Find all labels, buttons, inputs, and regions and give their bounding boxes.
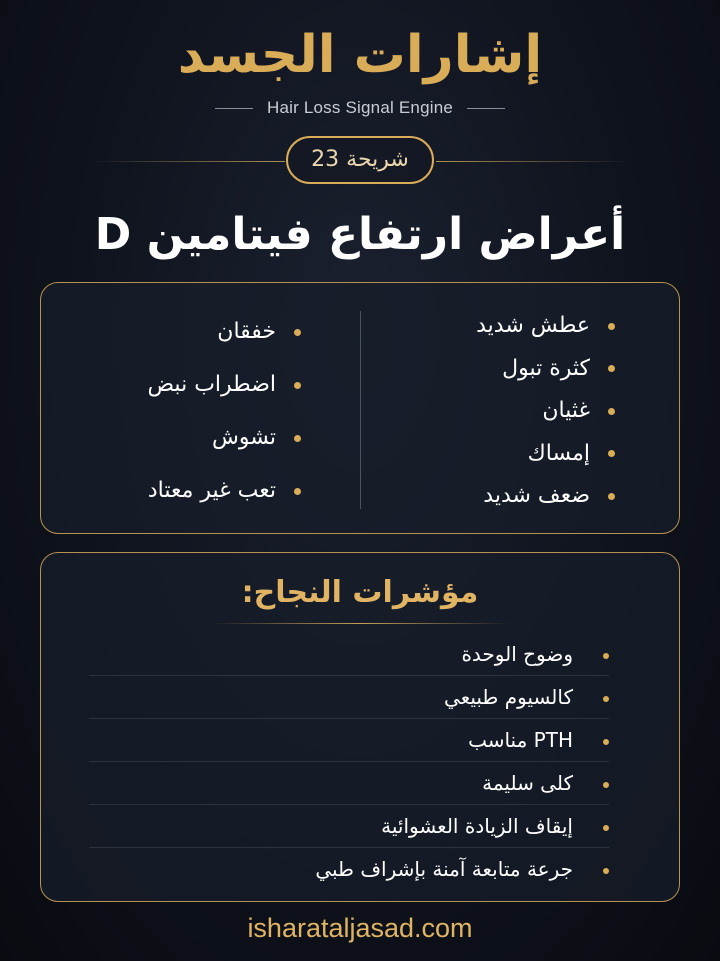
brand-subtitle-row [0,96,720,120]
success-label: PTH مناسب [468,728,573,752]
symptoms-right-column [476,305,615,518]
symptom-item [147,305,301,358]
success-item [89,805,609,848]
success-item [89,848,609,890]
success-item [89,676,609,719]
success-title-divider [211,623,511,624]
symptoms-card [40,282,680,534]
symptom-item [147,411,301,464]
symptom-label: اضطراب نبض [147,372,276,397]
symptom-label: تعب غير معتاد [147,478,276,503]
success-indicators-card [40,552,680,902]
symptom-item [476,348,615,391]
symptoms-left-column [147,305,301,517]
bullet-dot-icon [603,825,609,831]
column-divider [360,311,361,509]
bullet-dot-icon [603,653,609,659]
bullet-dot-icon [608,408,615,415]
bullet-dot-icon [608,365,615,372]
success-label: جرعة متابعة آمنة بإشراف طبي [315,857,573,881]
symptom-label: إمساك [527,440,590,466]
bullet-dot-icon [294,382,301,389]
brand-title: إشارات الجسد [177,25,543,85]
subtitle-divider-left [215,108,253,109]
success-label: إيقاف الزيادة العشوائية [381,814,573,838]
symptom-label: خفقان [217,319,276,344]
symptom-label: عطش شديد [476,313,590,338]
success-title: مؤشرات النجاح: [241,575,479,610]
success-label: كالسيوم طبيعي [444,685,573,709]
bullet-dot-icon [294,329,301,336]
success-item [89,719,609,762]
symptom-item [476,433,615,476]
bullet-dot-icon [608,493,615,500]
symptom-label: غثيان [542,398,590,423]
symptom-label: ضعف شديد [483,483,590,508]
bullet-dot-icon [294,488,301,495]
symptom-item [147,464,301,517]
symptom-label: كثرة تبول [502,355,590,381]
slide-number-badge: شريحة 23 [286,136,434,184]
success-item [89,633,609,676]
bullet-dot-icon [603,782,609,788]
website-url: isharataljasad.com [247,913,473,943]
slide-divider-left [90,161,285,162]
bullet-dot-icon [603,696,609,702]
success-label: وضوح الوحدة [461,642,573,666]
bullet-dot-icon [603,739,609,745]
success-label: كلى سليمة [482,771,573,795]
headline: أعراض ارتفاع فيتامين D [94,209,626,260]
success-item [89,762,609,805]
bullet-dot-icon [294,435,301,442]
slide-row [0,136,720,186]
symptom-item [476,475,615,518]
symptom-label: تشوش [212,425,276,450]
symptom-item [476,390,615,433]
bullet-dot-icon [608,323,615,330]
symptom-item [147,358,301,411]
success-list [89,633,609,890]
subtitle-divider-right [467,108,505,109]
bullet-dot-icon [608,450,615,457]
slide-divider-right [436,161,631,162]
bullet-dot-icon [603,868,609,874]
symptom-item [476,305,615,348]
brand-subtitle: Hair Loss Signal Engine [266,98,454,117]
